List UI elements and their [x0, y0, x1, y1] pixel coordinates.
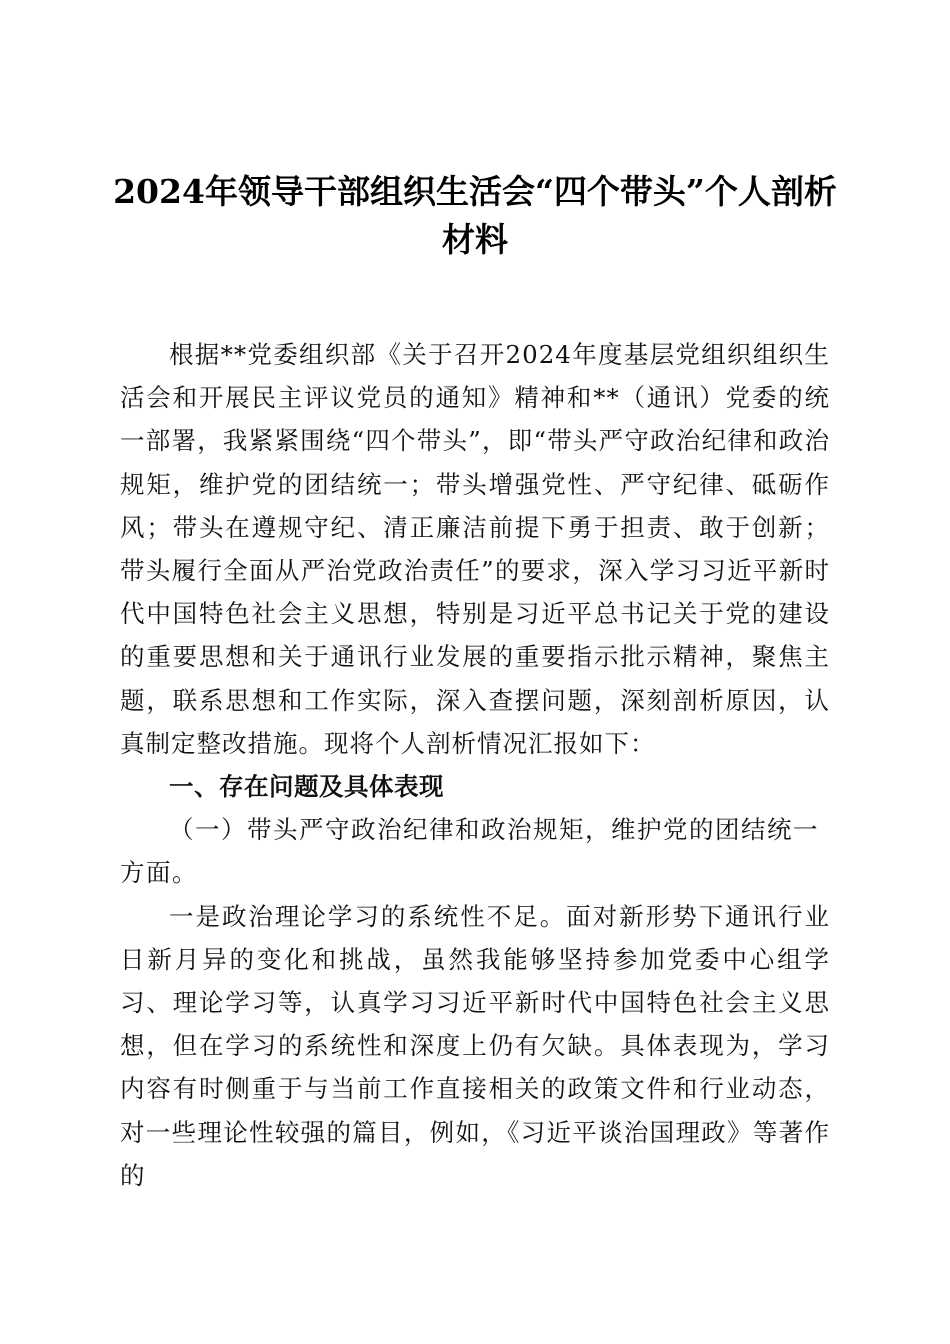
document-title: 2024年领导干部组织生活会“四个带头”个人剖析材料: [113, 172, 837, 259]
document-body: [120, 333, 830, 1197]
section-heading-problems: 一、存在问题及具体表现: [169, 772, 444, 802]
point-paragraph-theory-study: 一是政治理论学习的系统性不足。面对新形势下通讯行业日新月异的变化和挑战，虽然我能够坚持参加党委中心组学习、理论学习等，认真学习习近平新时代中国特色社会主义思想，但在学习的系统性和深度上仍有欠缺。具体表现为，学习内容有时侧重于与当前工作直接相关的政策文件和行业动态，对一些理论性较强的篇目，例如，《习近平谈治国理政》等著作的: [120, 901, 830, 1190]
subsection-heading-political-discipline: （一）带头严守政治纪律和政治规矩，维护党的团结统一方面。: [120, 815, 819, 888]
intro-paragraph: 根据**党委组织部《关于召开2024年度基层党组织组织生活会和开展民主评议党员的通知》精神和**（通讯）党委的统一部署，我紧紧围绕“四个带头”，即“带头严守政治纪律和政治规矩，维护党的团结统一；带头增强党性、严守纪律、砥砺作风；带头在遵规守纪、清正廉洁前提下勇于担责、敢于创新；带头履行全面从严治党政治责任”的要求，深入学习习近平新时代中国特色社会主义思想，特别是习近平总书记关于党的建设的重要思想和关于通讯行业发展的重要指示批示精神，聚焦主题，联系思想和工作实际，深入查摆问题，深刻剖析原因，认真制定整改措施。现将个人剖析情况汇报如下：: [120, 340, 830, 758]
